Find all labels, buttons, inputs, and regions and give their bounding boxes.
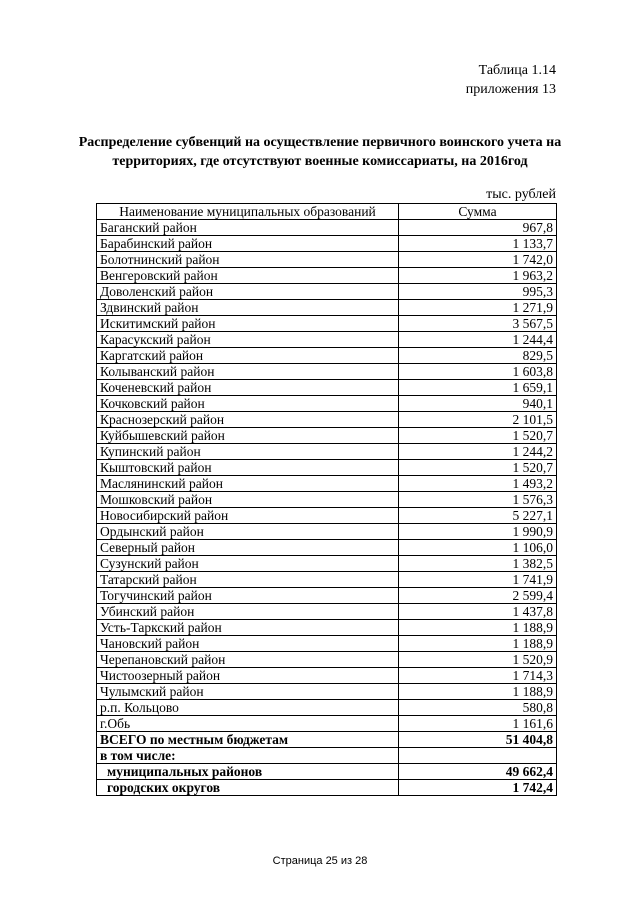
cell-sum: 1 188,9 xyxy=(399,620,557,636)
cell-sum: 1 520,7 xyxy=(399,428,557,444)
table-row xyxy=(97,348,557,364)
cell-name: Черепановский район xyxy=(97,652,399,668)
cell-sum: 1 133,7 xyxy=(399,236,557,252)
cell-name: Краснозерский район xyxy=(97,412,399,428)
cell-sum: 1 161,6 xyxy=(399,716,557,732)
cell-sum: 1 520,7 xyxy=(399,460,557,476)
subtotal-row xyxy=(97,780,557,796)
cell-name: Искитимский район xyxy=(97,316,399,332)
including-row xyxy=(97,748,557,764)
cell-sum xyxy=(399,748,557,764)
cell-name: Убинский район xyxy=(97,604,399,620)
table-row xyxy=(97,572,557,588)
title-line-1: Распределение субвенций на осуществление первичного воинского учета на xyxy=(78,135,562,150)
cell-name: г.Обь xyxy=(97,716,399,732)
table-row xyxy=(97,620,557,636)
cell-name: Ордынский район xyxy=(97,524,399,540)
table-row xyxy=(97,412,557,428)
cell-name: Баганский район xyxy=(97,220,399,236)
table-row xyxy=(97,716,557,732)
cell-name: Чулымский район xyxy=(97,684,399,700)
table-row xyxy=(97,284,557,300)
cell-sum: 1 437,8 xyxy=(399,604,557,620)
table-row xyxy=(97,668,557,684)
table-row xyxy=(97,316,557,332)
cell-name: Венгеровский район xyxy=(97,268,399,284)
cell-sum: 580,8 xyxy=(399,700,557,716)
cell-sum: 51 404,8 xyxy=(399,732,557,748)
cell-sum: 49 662,4 xyxy=(399,764,557,780)
table-row xyxy=(97,588,557,604)
cell-sum: 5 227,1 xyxy=(399,508,557,524)
table-row xyxy=(97,300,557,316)
cell-name: Усть-Таркский район xyxy=(97,620,399,636)
cell-name: Чистоозерный район xyxy=(97,668,399,684)
table-row xyxy=(97,652,557,668)
cell-sum: 1 576,3 xyxy=(399,492,557,508)
cell-sum: 1 742,0 xyxy=(399,252,557,268)
cell-sum: 2 101,5 xyxy=(399,412,557,428)
total-row xyxy=(97,732,557,748)
cell-sum: 1 741,9 xyxy=(399,572,557,588)
table-row xyxy=(97,444,557,460)
cell-name: Чановский район xyxy=(97,636,399,652)
table-row xyxy=(97,540,557,556)
cell-sum: 1 244,2 xyxy=(399,444,557,460)
cell-name: Мошковский район xyxy=(97,492,399,508)
cell-sum: 1 742,4 xyxy=(399,780,557,796)
cell-name: городских округов xyxy=(97,780,399,796)
table-row xyxy=(97,636,557,652)
table-row xyxy=(97,332,557,348)
cell-name: Купинский район xyxy=(97,444,399,460)
cell-name: Татарский район xyxy=(97,572,399,588)
cell-sum: 1 188,9 xyxy=(399,636,557,652)
table-row xyxy=(97,428,557,444)
cell-sum: 2 599,4 xyxy=(399,588,557,604)
table-row xyxy=(97,460,557,476)
cell-sum: 967,8 xyxy=(399,220,557,236)
table-row xyxy=(97,252,557,268)
units-label: тыс. рублей xyxy=(486,187,556,202)
cell-sum: 829,5 xyxy=(399,348,557,364)
cell-sum: 1 188,9 xyxy=(399,684,557,700)
cell-name: Каргатский район xyxy=(97,348,399,364)
table-row xyxy=(97,220,557,236)
cell-name: Карасукский район xyxy=(97,332,399,348)
cell-name: в том числе: xyxy=(97,748,399,764)
subtotal-row xyxy=(97,764,557,780)
table-reference: Таблица 1.14 xyxy=(478,63,556,78)
cell-sum: 940,1 xyxy=(399,396,557,412)
cell-sum: 1 106,0 xyxy=(399,540,557,556)
cell-sum: 1 520,9 xyxy=(399,652,557,668)
cell-name: Тогучинский район xyxy=(97,588,399,604)
cell-sum: 3 567,5 xyxy=(399,316,557,332)
table-row xyxy=(97,236,557,252)
table-header-row xyxy=(97,204,557,220)
table-row xyxy=(97,476,557,492)
cell-name: муниципальных районов xyxy=(97,764,399,780)
cell-sum: 1 714,3 xyxy=(399,668,557,684)
cell-name: Маслянинский район xyxy=(97,476,399,492)
table-row xyxy=(97,364,557,380)
cell-sum: 1 990,9 xyxy=(399,524,557,540)
cell-sum: 1 493,2 xyxy=(399,476,557,492)
table-row xyxy=(97,684,557,700)
cell-sum: 1 382,5 xyxy=(399,556,557,572)
cell-name: Северный район xyxy=(97,540,399,556)
cell-name: Коченевский район xyxy=(97,380,399,396)
title-line-2: территориях, где отсутствуют военные комиссариаты, на 2016год xyxy=(112,154,528,169)
cell-sum: 1 659,1 xyxy=(399,380,557,396)
table-row xyxy=(97,508,557,524)
table-row xyxy=(97,492,557,508)
cell-name: Новосибирский район xyxy=(97,508,399,524)
table-row xyxy=(97,524,557,540)
cell-sum: 1 603,8 xyxy=(399,364,557,380)
table-row xyxy=(97,700,557,716)
document-title xyxy=(60,133,580,171)
appendix-reference: приложения 13 xyxy=(465,82,556,97)
column-header-sum: Сумма xyxy=(399,204,557,220)
cell-name: Здвинский район xyxy=(97,300,399,316)
cell-name: ВСЕГО по местным бюджетам xyxy=(97,732,399,748)
page-footer: Страница 25 из 28 xyxy=(272,855,368,867)
table-row xyxy=(97,380,557,396)
cell-name: Сузунский район xyxy=(97,556,399,572)
subsidy-table xyxy=(96,203,557,796)
cell-name: Кочковский район xyxy=(97,396,399,412)
cell-sum: 1 271,9 xyxy=(399,300,557,316)
cell-name: Доволенский район xyxy=(97,284,399,300)
table-row xyxy=(97,268,557,284)
cell-name: Барабинский район xyxy=(97,236,399,252)
cell-name: р.п. Кольцово xyxy=(97,700,399,716)
table-row xyxy=(97,396,557,412)
cell-sum: 1 244,4 xyxy=(399,332,557,348)
table-row xyxy=(97,604,557,620)
cell-name: Болотнинский район xyxy=(97,252,399,268)
cell-name: Куйбышевский район xyxy=(97,428,399,444)
table-row xyxy=(97,556,557,572)
cell-sum: 1 963,2 xyxy=(399,268,557,284)
column-header-name: Наименование муниципальных образований xyxy=(97,204,399,220)
cell-sum: 995,3 xyxy=(399,284,557,300)
cell-name: Кыштовский район xyxy=(97,460,399,476)
cell-name: Колыванский район xyxy=(97,364,399,380)
